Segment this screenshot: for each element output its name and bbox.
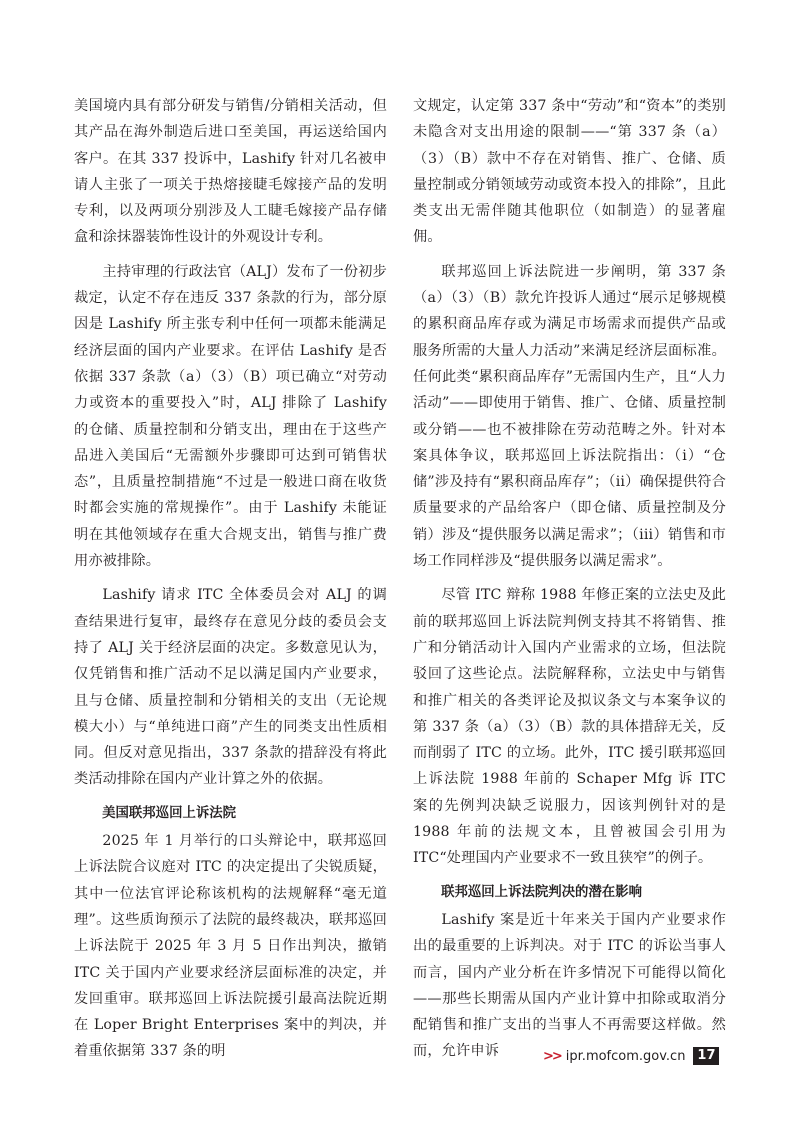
- paragraph: 主持审理的行政法官（ALJ）发布了一份初步裁定，认定不存在违反 337 条款的行为，部分原因是 Lashify 所主张专利中任何一项都未能满足经济层面的国内产业要求。在评估 Lashify 是否依据 337 条款（a）（3）（B）项已确立“对劳动力或资本的重要投入”时，ALJ 排除了 Lashify 的仓储、质量控制和分销支出，理由在于这些产品进入美国后“无需额外步骤即可达到可销售状态”，且质量控制措施“不过是一般进口商在收货时都会实施的常规操作”。由于 Lashify 未能证明在其他领域存在重大合规支出，销售与推广费用亦被排除。: [74, 263, 387, 570]
- section-heading: 美国联邦巡回上诉法院: [102, 805, 237, 821]
- paragraph: Lashify 案是近十年来关于国内产业要求作出的最重要的上诉判决。对于 ITC 的诉讼当事人而言，国内产业分析在许多情况下可能得以简化——那些长期需从国内产业计算中扣除或取消分配销售和推广支出的当事人不再需要这样做。然而，允许申诉: [413, 911, 726, 1060]
- website-link[interactable]: ipr.mofcom.gov.cn: [565, 1048, 686, 1064]
- left-column: [74, 93, 387, 1073]
- page-number: 17: [693, 1047, 719, 1065]
- paragraph: 联邦巡回上诉法院进一步阐明，第 337 条（a）（3）（B）款允许投诉人通过“展示足够规模的累积商品库存或为满足市场需求而提供产品或服务所需的大量人力活动”来满足经济层面标准。任何此类“累积商品库存”无需国内生产，且“人力活动”——即使用于销售、推广、仓储、质量控制或分销——也不被排除在劳动范畴之外。针对本案具体争议，联邦巡回上诉法院指出：（i）“仓储”涉及持有“累积商品库存”；（ii）确保提供符合质量要求的产品给客户（即仓储、质量控制及分销）涉及“提供服务以满足需求”；（iii）销售和市场工作同样涉及“提供服务以满足需求”。: [413, 263, 726, 570]
- paragraph: 尽管 ITC 辩称 1988 年修正案的立法史及此前的联邦巡回上诉法院判例支持其不将销售、推广和分销活动计入国内产业需求的立场，但法院驳回了这些论点。法院解释称，立法史中与销售和推广相关的各类评论及拟议条文与本案争议的第 337 条（a）（3）（B）款的具体措辞无关，反而削弱了 ITC 的立场。此外，ITC 援引联邦巡回上诉法院 1988 年前的 Schaper Mfg 诉 ITC 案的先例判决缺乏说服力，因该判例针对的是 1988 年前的法规文本，且曾被国会引用为 ITC“处理国内产业要求不一致且狭窄”的例子。: [413, 587, 726, 867]
- right-column: [413, 93, 726, 1073]
- paragraph: 文规定，认定第 337 条中“劳动”和“资本”的类别未隐含对支出用途的限制——“第 337 条（a）（3）（B）款中不存在对销售、推广、仓储、质量控制或分销领域劳动或资本投入的排除”，且此类支出无需伴随其他职位（如制造）的显著雇佣。: [413, 98, 726, 246]
- section-heading: 联邦巡回上诉法院判决的潜在影响: [441, 884, 642, 900]
- paragraph: 美国境内具有部分研发与销售/分销相关活动，但其产品在海外制造后进口至美国，再运送给国内客户。在其 337 投诉中，Lashify 针对几名被申请人主张了一项关于热熔接睫毛嫁接产品的发明专利，以及两项分别涉及人工睫毛嫁接产品存储盒和涂抹器装饰性设计的外观设计专利。: [74, 98, 387, 246]
- paragraph: 2025 年 1 月举行的口头辩论中，联邦巡回上诉法院合议庭对 ITC 的决定提出了尖锐质疑，其中一位法官评论称该机构的法规解释“毫无道理”。这些质询预示了法院的最终裁决，联邦巡回上诉法院于 2025 年 3 月 5 日作出判决，撤销 ITC 关于国内产业要求经济层面标准的决定，并发回重审。联邦巡回上诉法院援引最高法院近期在 Loper Bright Enterprises 案中的判决，并着重依据第 337 条的明: [74, 833, 387, 1060]
- paragraph: Lashify 请求 ITC 全体委员会对 ALJ 的调查结果进行复审，最终存在意见分歧的委员会支持了 ALJ 关于经济层面的决定。多数意见认为，仅凭销售和推广活动不足以满足国内产业要求，且与仓储、质量控制和分销相关的支出（无论规模大小）与“单纯进口商”产生的同类支出性质相同。但反对意见指出，337 条款的措辞没有将此类活动排除在国内产业计算之外的依据。: [74, 587, 387, 788]
- page-footer: [543, 1046, 719, 1066]
- double-chevron-icon: >>: [543, 1048, 561, 1064]
